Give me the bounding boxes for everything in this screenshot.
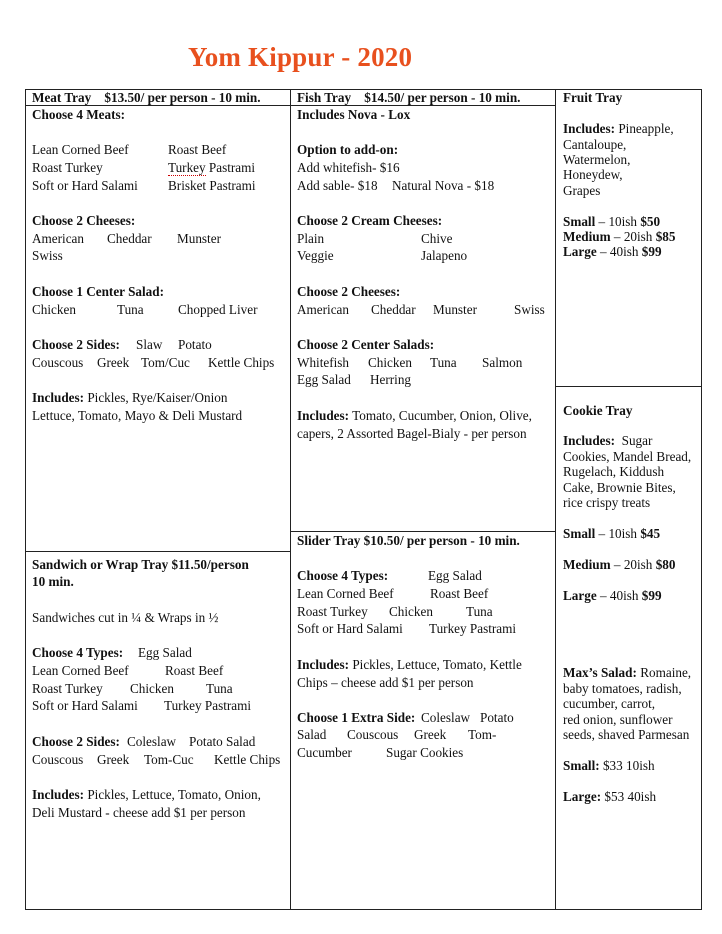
cookie-item: Cake, Brownie Bites,	[563, 480, 676, 495]
meat-tray-header: Meat Tray $13.50/ per person - 10 min.	[32, 90, 261, 105]
side-option: Potato	[178, 337, 212, 352]
cookie-size-small: Small – 10ish $45	[563, 526, 661, 541]
sandwich-includes: Includes: Pickles, Lettuce, Tomato, Onion,	[32, 787, 261, 802]
side-option: Cucumber	[297, 745, 352, 760]
sandwich-tray-header: Sandwich or Wrap Tray $11.50/person	[32, 557, 249, 572]
slider-type: Egg Salad	[428, 568, 482, 583]
fruit-size-small: Small – 10ish $50	[563, 214, 661, 229]
sandwich-choose-types: Choose 4 Types:	[32, 645, 124, 660]
meat-option: Roast Beef	[168, 142, 227, 157]
meat-option: Roast Turkey	[32, 160, 103, 175]
sandwich-type: Tuna	[206, 681, 233, 696]
sandwich-type: Roast Turkey	[32, 681, 103, 696]
max-salad-item: seeds, shaved Parmesan	[563, 727, 690, 742]
side-option: Tom-Cuc	[144, 752, 194, 767]
side-option: Potato Salad	[189, 734, 256, 749]
salad-option: Whitefish	[297, 355, 350, 370]
cookie-tray-header: Cookie Tray	[563, 403, 633, 418]
meat-option: Soft or Hard Salami	[32, 178, 138, 193]
side-option: Couscous	[32, 752, 84, 767]
salad-option: Chicken	[368, 355, 412, 370]
fish-includes-nova: Includes Nova - Lox	[297, 107, 411, 122]
side-option: Couscous	[347, 727, 399, 742]
fruit-tray-header: Fruit Tray	[563, 90, 623, 105]
side-option: Tom/Cuc	[141, 355, 190, 370]
meat-option: Turkey Pastrami	[168, 160, 256, 175]
side-option: Tom-	[468, 727, 497, 742]
side-option: Greek	[414, 727, 447, 742]
fruit-size-large: Large – 40ish $99	[563, 244, 662, 259]
salad-option: Egg Salad	[297, 372, 351, 387]
slider-choose-types: Choose 4 Types:	[297, 568, 389, 583]
cheese-option: Swiss	[514, 302, 545, 317]
side-option: Potato	[480, 710, 514, 725]
max-salad-item: baby tomatoes, radish,	[563, 681, 682, 696]
fruit-item: Grapes	[563, 183, 601, 198]
fish-addon: Natural Nova - $18	[392, 178, 495, 193]
max-salad-large: Large: $53 40ish	[563, 789, 657, 804]
cheese-option: Swiss	[32, 248, 63, 263]
fish-option-heading: Option to add-on:	[297, 142, 399, 157]
sandwich-type: Soft or Hard Salami	[32, 698, 138, 713]
salad-option: Chicken	[32, 302, 76, 317]
cheese-option: Cheddar	[107, 231, 152, 246]
cookie-item: Rugelach, Kiddush	[563, 464, 665, 479]
meat-choose-salad: Choose 1 Center Salad:	[32, 284, 164, 299]
fish-includes: Includes: Tomato, Cucumber, Onion, Olive,	[297, 408, 532, 423]
side-option: Coleslaw	[421, 710, 471, 725]
slider-type: Soft or Hard Salami	[297, 621, 403, 636]
slider-choose-side: Choose 1 Extra Side:	[297, 710, 416, 725]
fish-includes-line2: capers, 2 Assorted Bagel-Bialy - per person	[297, 426, 527, 441]
meat-includes-line2: Lettuce, Tomato, Mayo & Deli Mustard	[32, 408, 243, 423]
cookie-size-medium: Medium – 20ish $80	[563, 557, 676, 572]
side-option: Salad	[297, 727, 327, 742]
cheese-option: American	[32, 231, 84, 246]
fish-tray-header: Fish Tray $14.50/ per person - 10 min.	[297, 90, 521, 105]
max-salad-item: red onion, sunflower	[563, 712, 673, 727]
slider-type: Chicken	[389, 604, 433, 619]
fish-choose-salads: Choose 2 Center Salads:	[297, 337, 435, 352]
salad-option: Tuna	[430, 355, 457, 370]
page-title: Yom Kippur - 2020	[188, 42, 413, 72]
side-option: Sugar Cookies	[386, 745, 464, 760]
side-option: Kettle Chips	[214, 752, 281, 767]
cream-option: Plain	[297, 231, 325, 246]
slider-type: Tuna	[466, 604, 493, 619]
meat-choose-cheeses: Choose 2 Cheeses:	[32, 213, 136, 228]
cookie-size-large: Large – 40ish $99	[563, 588, 662, 603]
fruit-includes: Includes: Pineapple,	[563, 121, 674, 136]
side-option: Greek	[97, 355, 130, 370]
cheese-option: American	[297, 302, 349, 317]
max-salad: Max’s Salad: Romaine,	[563, 665, 692, 680]
sandwich-includes-line2: Deli Mustard - cheese add $1 per person	[32, 805, 246, 820]
salad-option: Tuna	[117, 302, 144, 317]
meat-choose-sides: Choose 2 Sides:	[32, 337, 120, 352]
sandwich-choose-sides: Choose 2 Sides:	[32, 734, 120, 749]
cheese-option: Cheddar	[371, 302, 416, 317]
sandwich-tray-box	[25, 551, 291, 910]
fruit-item: Watermelon,	[563, 152, 631, 167]
sandwich-type: Chicken	[130, 681, 174, 696]
sandwich-type: Lean Corned Beef	[32, 663, 129, 678]
fruit-size-medium: Medium – 20ish $85	[563, 229, 676, 244]
sandwich-type: Turkey Pastrami	[164, 698, 252, 713]
slider-type: Roast Turkey	[297, 604, 368, 619]
cookie-item: Cookies, Mandel Bread,	[563, 449, 692, 464]
side-option: Slaw	[136, 337, 163, 352]
salad-option: Chopped Liver	[178, 302, 258, 317]
cream-option: Veggie	[297, 248, 334, 263]
meat-includes: Includes: Pickles, Rye/Kaiser/Onion	[32, 390, 228, 405]
fruit-item: Honeydew,	[563, 167, 623, 182]
cheese-option: Munster	[177, 231, 221, 246]
sandwich-type: Egg Salad	[138, 645, 192, 660]
slider-includes-line2: Chips – cheese add $1 per person	[297, 675, 474, 690]
slider-includes: Includes: Pickles, Lettuce, Tomato, Kettle	[297, 657, 522, 672]
meat-choose-meats: Choose 4 Meats:	[32, 107, 126, 122]
side-option: Kettle Chips	[208, 355, 275, 370]
salad-option: Salmon	[482, 355, 523, 370]
fish-choose-cream: Choose 2 Cream Cheeses:	[297, 213, 443, 228]
sandwich-type: Roast Beef	[165, 663, 224, 678]
side-option: Coleslaw	[127, 734, 177, 749]
meat-option: Brisket Pastrami	[168, 178, 256, 193]
side-option: Couscous	[32, 355, 84, 370]
spellcheck-word: Turkey	[168, 160, 206, 175]
salad-option: Herring	[370, 372, 412, 387]
slider-type: Roast Beef	[430, 586, 489, 601]
cheese-option: Munster	[433, 302, 477, 317]
sandwich-tray-header-line2: 10 min.	[32, 574, 74, 589]
fruit-item: Cantaloupe,	[563, 137, 627, 152]
max-salad-small: Small: $33 10ish	[563, 758, 655, 773]
cookie-includes: Includes: Sugar	[563, 433, 653, 448]
sandwich-cut-note: Sandwiches cut in ¼ & Wraps in ½	[32, 610, 219, 625]
max-salad-item: cucumber, carrot,	[563, 696, 656, 711]
slider-type: Lean Corned Beef	[297, 586, 394, 601]
meat-option: Lean Corned Beef	[32, 142, 129, 157]
slider-tray-header: Slider Tray $10.50/ per person - 10 min.	[297, 533, 520, 548]
cream-option: Jalapeno	[421, 248, 468, 263]
fish-addon: Add whitefish- $16	[297, 160, 400, 175]
fish-addon: Add sable- $18	[297, 178, 378, 193]
side-option: Greek	[97, 752, 130, 767]
cookie-item: rice crispy treats	[563, 495, 651, 510]
cream-option: Chive	[421, 231, 453, 246]
slider-type: Turkey Pastrami	[429, 621, 517, 636]
fish-choose-cheeses: Choose 2 Cheeses:	[297, 284, 401, 299]
